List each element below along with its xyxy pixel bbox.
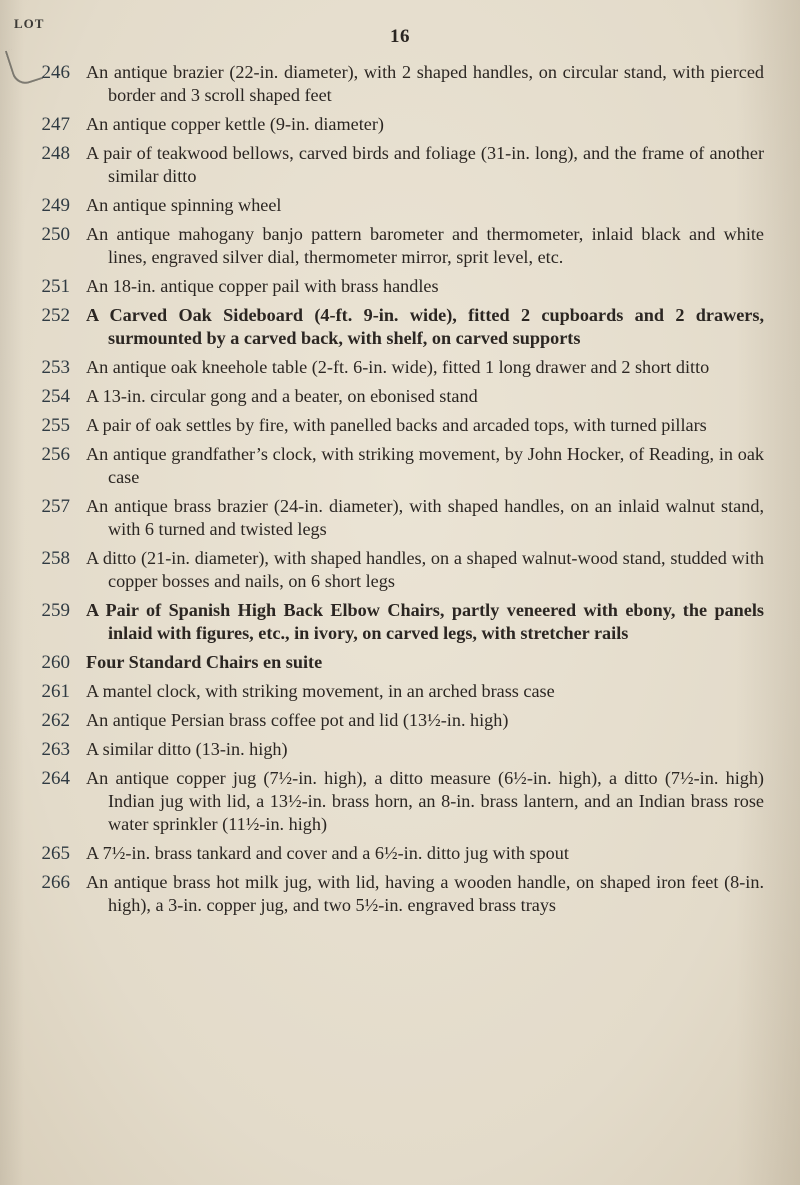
- lot-entry: [0, 443, 800, 489]
- lot-description: An antique Persian brass coffee pot and lid (13½-in. high): [86, 710, 509, 730]
- lot-number: 251: [41, 276, 70, 297]
- lot-number: 253: [41, 357, 70, 378]
- lot-entry: [0, 738, 800, 761]
- lot-number: 246: [41, 62, 70, 83]
- lot-entry: [0, 275, 800, 298]
- lot-description: A mantel clock, with striking movement, in an arched brass case: [86, 681, 555, 701]
- lot-number: 257: [41, 496, 70, 517]
- lot-description: Four Standard Chairs en suite: [86, 652, 323, 672]
- lot-entry: [0, 495, 800, 541]
- lot-description: A 7½-in. brass tankard and cover and a 6½-in. ditto jug with spout: [86, 843, 569, 863]
- lot-number: 259: [41, 600, 70, 621]
- lot-description: A Carved Oak Sideboard (4-ft. 9-in. wide), fitted 2 cupboards and 2 drawers, surmounted by a carved back, with shelf, on carved supports: [86, 305, 764, 348]
- lot-entry: [0, 194, 800, 217]
- lot-number: 248: [41, 143, 70, 164]
- lot-description: A 13-in. circular gong and a beater, on ebonised stand: [86, 386, 478, 406]
- lot-number: 252: [41, 305, 70, 326]
- lot-column-heading: LOT: [14, 16, 45, 31]
- lot-description: An 18-in. antique copper pail with brass handles: [86, 276, 439, 296]
- lot-number: 266: [41, 872, 70, 893]
- lot-number: 265: [41, 843, 70, 864]
- lot-entry: [0, 113, 800, 136]
- lot-entry: [0, 680, 800, 703]
- lot-description: A ditto (21-in. diameter), with shaped handles, on a shaped walnut-wood stand, studded with copper bosses and nails, on 6 short legs: [86, 548, 764, 591]
- lot-entry: [0, 651, 800, 674]
- lot-number: 258: [41, 548, 70, 569]
- lot-number: 254: [41, 386, 70, 407]
- lot-number: 255: [41, 415, 70, 436]
- lot-number: 264: [41, 768, 70, 789]
- lot-description: A pair of oak settles by fire, with panelled backs and arcaded tops, with turned pillars: [86, 415, 707, 435]
- lot-description: An antique oak kneehole table (2-ft. 6-in. wide), fitted 1 long drawer and 2 short ditto: [86, 357, 710, 377]
- lot-entry: [0, 414, 800, 437]
- lot-entry: [0, 356, 800, 379]
- lot-entry: [0, 61, 800, 107]
- lot-entry: [0, 304, 800, 350]
- lot-entry: [0, 223, 800, 269]
- lot-number: 261: [41, 681, 70, 702]
- lot-description: An antique copper jug (7½-in. high), a ditto measure (6½-in. high), a ditto (7½-in. high) Indian jug with lid, a 13½-in. brass horn, an 8-in. brass lantern, and an Indian brass rose water sprinkler (11½-in. high): [86, 768, 764, 834]
- lot-number: 250: [41, 224, 70, 245]
- lot-entry: [0, 709, 800, 732]
- lot-entry: [0, 599, 800, 645]
- lot-description: An antique grandfather’s clock, with striking movement, by John Hocker, of Reading, in oak case: [86, 444, 764, 487]
- page-number: 16: [390, 26, 410, 47]
- lot-description: A pair of teakwood bellows, carved birds and foliage (31-in. long), and the frame of another similar ditto: [86, 143, 764, 186]
- lot-list: [0, 61, 800, 923]
- lot-entry: [0, 871, 800, 917]
- lot-description: A similar ditto (13-in. high): [86, 739, 288, 759]
- lot-entry: [0, 142, 800, 188]
- lot-number: 260: [41, 652, 70, 673]
- lot-description: An antique copper kettle (9-in. diameter): [86, 114, 384, 134]
- lot-description: An antique brazier (22-in. diameter), with 2 shaped handles, on circular stand, with pierced border and 3 scroll shaped feet: [86, 62, 764, 105]
- lot-number: 263: [41, 739, 70, 760]
- lot-description: An antique brass brazier (24-in. diameter), with shaped handles, on an inlaid walnut stand, with 6 turned and twisted legs: [86, 496, 764, 539]
- lot-description: A Pair of Spanish High Back Elbow Chairs, partly veneered with ebony, the panels inlaid with figures, etc., in ivory, on carved legs, with stretcher rails: [86, 600, 764, 643]
- lot-number: 256: [41, 444, 70, 465]
- lot-description: An antique brass hot milk jug, with lid, having a wooden handle, on shaped iron feet (8-in. high), a 3-in. copper jug, and two 5½-in. engraved brass trays: [86, 872, 764, 915]
- lot-number: 247: [41, 114, 70, 135]
- lot-entry: [0, 385, 800, 408]
- lot-entry: [0, 842, 800, 865]
- lot-description: An antique mahogany banjo pattern barometer and thermometer, inlaid black and white lines, engraved silver dial, thermometer mirror, sprit level, etc.: [86, 224, 764, 267]
- lot-entry: [0, 767, 800, 836]
- lot-number: 262: [41, 710, 70, 731]
- lot-entry: [0, 547, 800, 593]
- lot-number: 249: [41, 195, 70, 216]
- lot-description: An antique spinning wheel: [86, 195, 282, 215]
